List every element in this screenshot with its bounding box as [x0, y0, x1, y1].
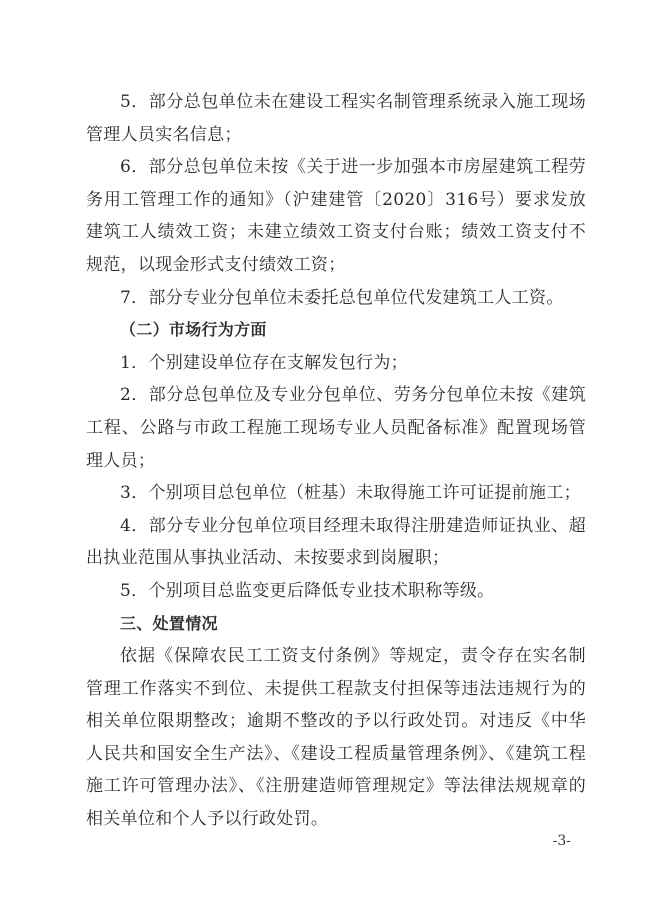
- section-heading-market-behavior: （二）市场行为方面: [120, 320, 267, 340]
- section-heading-disposal: 三、处置情况: [120, 613, 218, 633]
- paragraph-item-3-permit: 3．个别项目总包单位（桩基）未取得施工许可证提前施工；: [120, 483, 581, 504]
- paragraph-item-7-subcontract-wage: 7．部分专业分包单位未委托总包单位代发建筑工人工资。: [120, 287, 564, 308]
- paragraph-disposal-details: 依据《保障农民工工资支付条例》等规定，责令存在实名制管理工作落实不到位、未提供工程款支付担保等违法违规行为的相关单位限期整改；逾期不整改的予以行政处罚。对违反《中华人民共和国安全生产法》、《建设工程质量管理条例》、《建筑工程施工许可管理办法》、《注册建造师管理规定》等法律法规规章的相关单位和个人予以行政处罚。: [86, 646, 586, 830]
- document-body: [86, 86, 586, 836]
- paragraph-item-6-performance-wage: 6．部分总包单位未按《关于进一步加强本市房屋建筑工程劳务用工管理工作的通知》（沪建建管〔2020〕316号）要求发放建筑工人绩效工资；未建立绩效工资支付台账；绩效工资支付不规范，以现金形式支付绩效工资；: [86, 157, 586, 275]
- paragraph-item-2-staffing: 2．部分总包单位及专业分包单位、劳务分包单位未按《建筑工程、公路与市政工程施工现场专业人员配备标准》配置现场管理人员；: [86, 385, 586, 471]
- paragraph-item-4-project-manager: 4．部分专业分包单位项目经理未取得注册建造师证执业、超出执业范围从事执业活动、未按要求到岗履职；: [86, 515, 586, 569]
- page-number: -3-: [552, 833, 571, 849]
- paragraph-item-5-realname: 5．部分总包单位未在建设工程实名制管理系统录入施工现场管理人员实名信息；: [86, 92, 586, 145]
- paragraph-item-5-supervisor: 5．个别项目总监变更后降低专业技术职称等级。: [120, 580, 495, 601]
- paragraph-item-1-dismemberment: 1．个别建设单位存在支解发包行为；: [120, 352, 408, 373]
